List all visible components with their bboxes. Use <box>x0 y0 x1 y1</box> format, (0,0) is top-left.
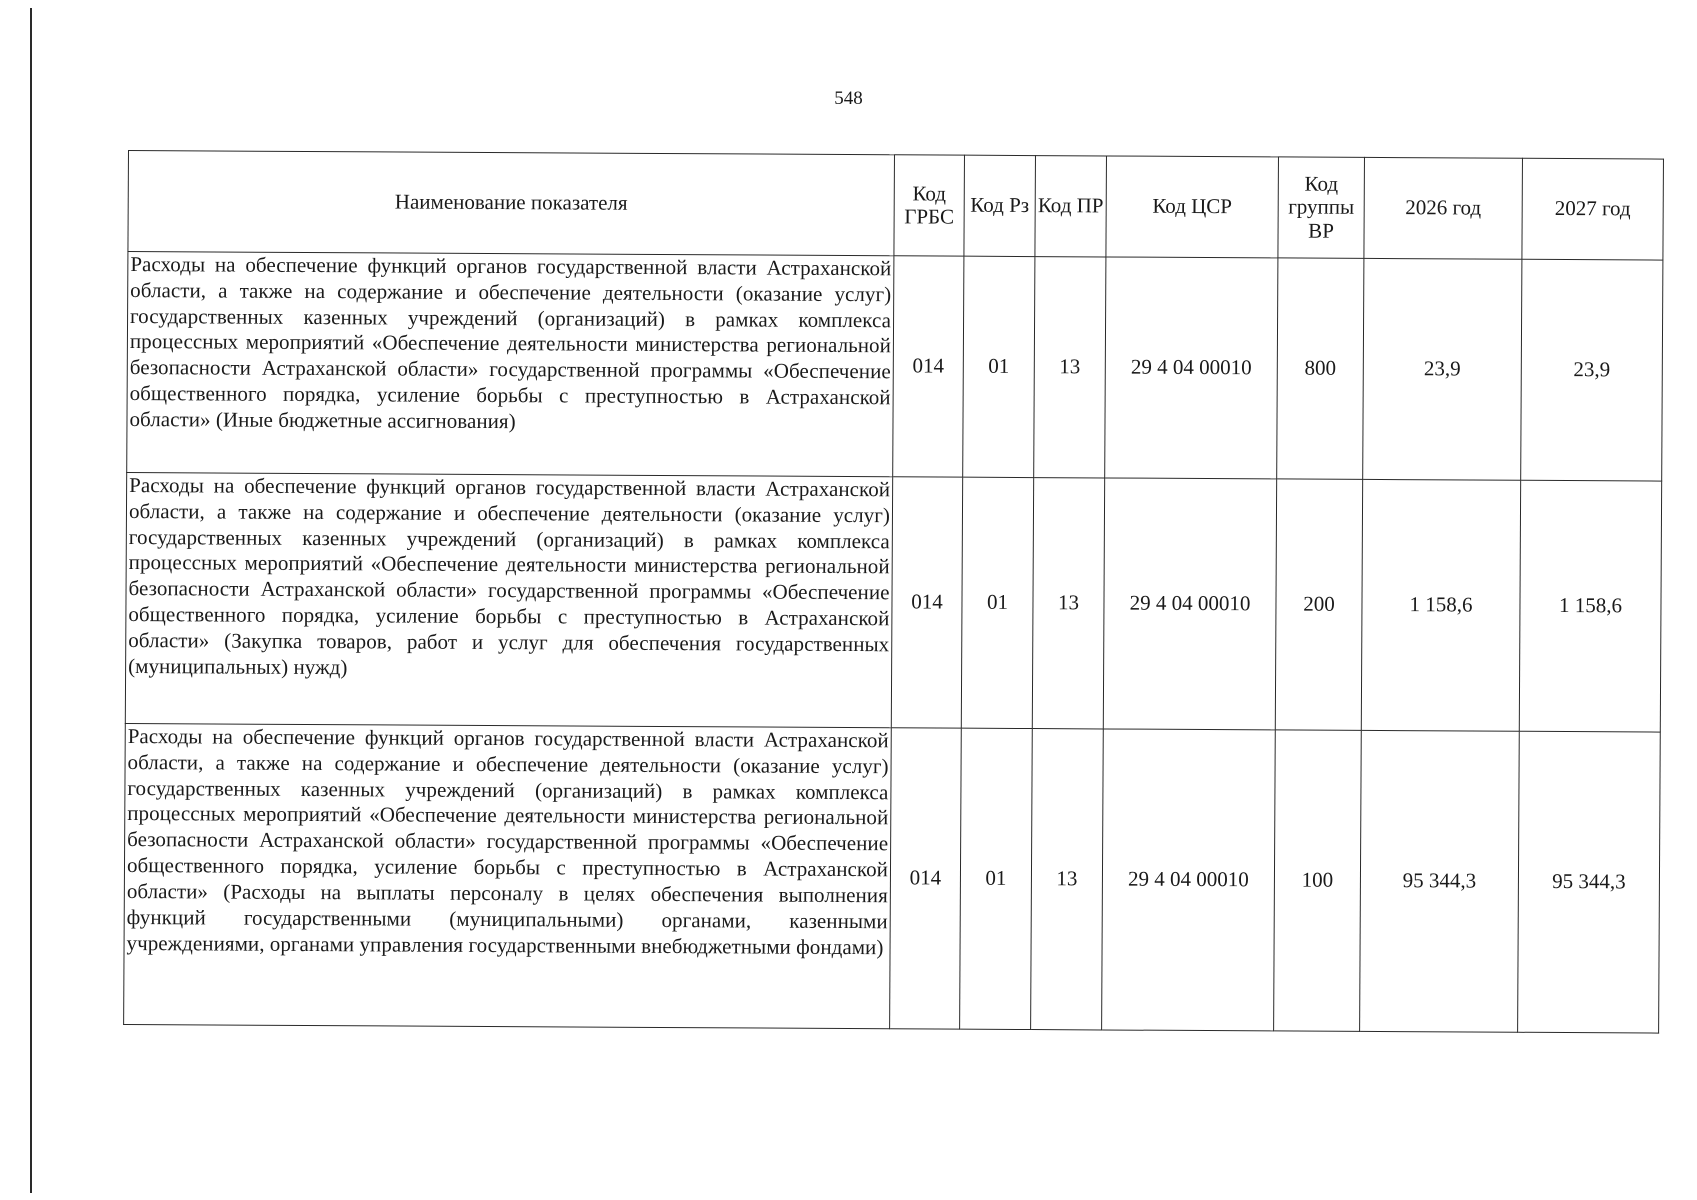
table-row <box>127 252 1663 482</box>
header-vr: Код группы ВР <box>1278 157 1365 258</box>
row-vr-cell: 100 <box>1274 730 1362 1031</box>
header-2027: 2027 год <box>1522 158 1664 260</box>
row-csr-cell: 29 4 04 00010 <box>1105 257 1278 479</box>
row-pr-cell: 13 <box>1034 257 1106 478</box>
row-grbs-cell: 014 <box>890 728 962 1029</box>
row-name-cell: Расходы на обеспечение функций органов государственной власти Астраханской области, а также на содержание и обеспечение деятельности (оказание услуг) государственных казенных учреждений (организаций) в рамках комплекса процессных мероприятий «Обеспечение деятельности министерства региональной безопасности Астраханской области» государственной программы «Обеспечение общественного порядка, усиление борьбы с преступностью в Астраханской области» (Расходы на выплаты персоналу в целях обеспечения выполнения функций государственными (муниципальными) органами, казенными учреждениями, органами управления государственными внебюджетными фондами) <box>124 723 892 1028</box>
row-rz-cell: 01 <box>961 477 1033 728</box>
row-rz-cell: 01 <box>960 728 1033 1029</box>
header-pr: Код ПР <box>1035 156 1107 257</box>
row-2026-cell: 95 344,3 <box>1360 730 1520 1032</box>
row-csr-cell: 29 4 04 00010 <box>1102 729 1276 1031</box>
row-2027-cell: 23,9 <box>1521 259 1663 481</box>
header-name: Наименование показателя <box>128 151 895 256</box>
row-name-cell: Расходы на обеспечение функций органов государственной власти Астраханской области, а также на содержание и обеспечение деятельности (оказание услуг) государственных казенных учреждений (организаций) в рамках комплекса процессных мероприятий «Обеспечение деятельности министерства региональной безопасности Астраханской области» государственной программы «Обеспечение общественного порядка, усиление борьбы с преступностью в Астраханской области» (Иные бюджетные ассигнования) <box>127 252 894 477</box>
row-2027-cell: 1 158,6 <box>1519 480 1661 732</box>
row-vr-cell: 800 <box>1277 258 1364 479</box>
row-2026-cell: 1 158,6 <box>1361 479 1520 731</box>
row-2027-cell: 95 344,3 <box>1518 731 1661 1033</box>
budget-table <box>123 150 1664 1034</box>
margin-line <box>30 8 32 1193</box>
row-vr-cell: 200 <box>1275 479 1362 730</box>
row-grbs-cell: 014 <box>893 256 964 477</box>
row-name-cell: Расходы на обеспечение функций органов государственной власти Астраханской области, а также на содержание и обеспечение деятельности (оказание услуг) государственных казенных учреждений (организаций) в рамках комплекса процессных мероприятий «Обеспечение деятельности министерства региональной безопасности Астраханской области» государственной программы «Обеспечение общественного порядка, усиление борьбы с преступностью в Астраханской области» (Закупка товаров, работ и услуг для обеспечения государственных (муниципальных) нужд) <box>125 472 892 727</box>
table-header-row <box>128 151 1664 261</box>
table-row <box>124 723 1661 1033</box>
header-csr: Код ЦСР <box>1106 156 1279 258</box>
header-grbs: Код ГРБС <box>894 155 965 256</box>
row-pr-cell: 13 <box>1032 478 1104 729</box>
row-2026-cell: 23,9 <box>1363 258 1522 480</box>
header-rz: Код Рз <box>964 155 1036 256</box>
row-pr-cell: 13 <box>1031 729 1104 1030</box>
row-rz-cell: 01 <box>963 256 1035 477</box>
header-2026: 2026 год <box>1364 157 1523 259</box>
row-csr-cell: 29 4 04 00010 <box>1103 478 1276 730</box>
table-row <box>125 472 1661 732</box>
page-number: 548 <box>834 88 863 109</box>
row-grbs-cell: 014 <box>891 477 962 728</box>
